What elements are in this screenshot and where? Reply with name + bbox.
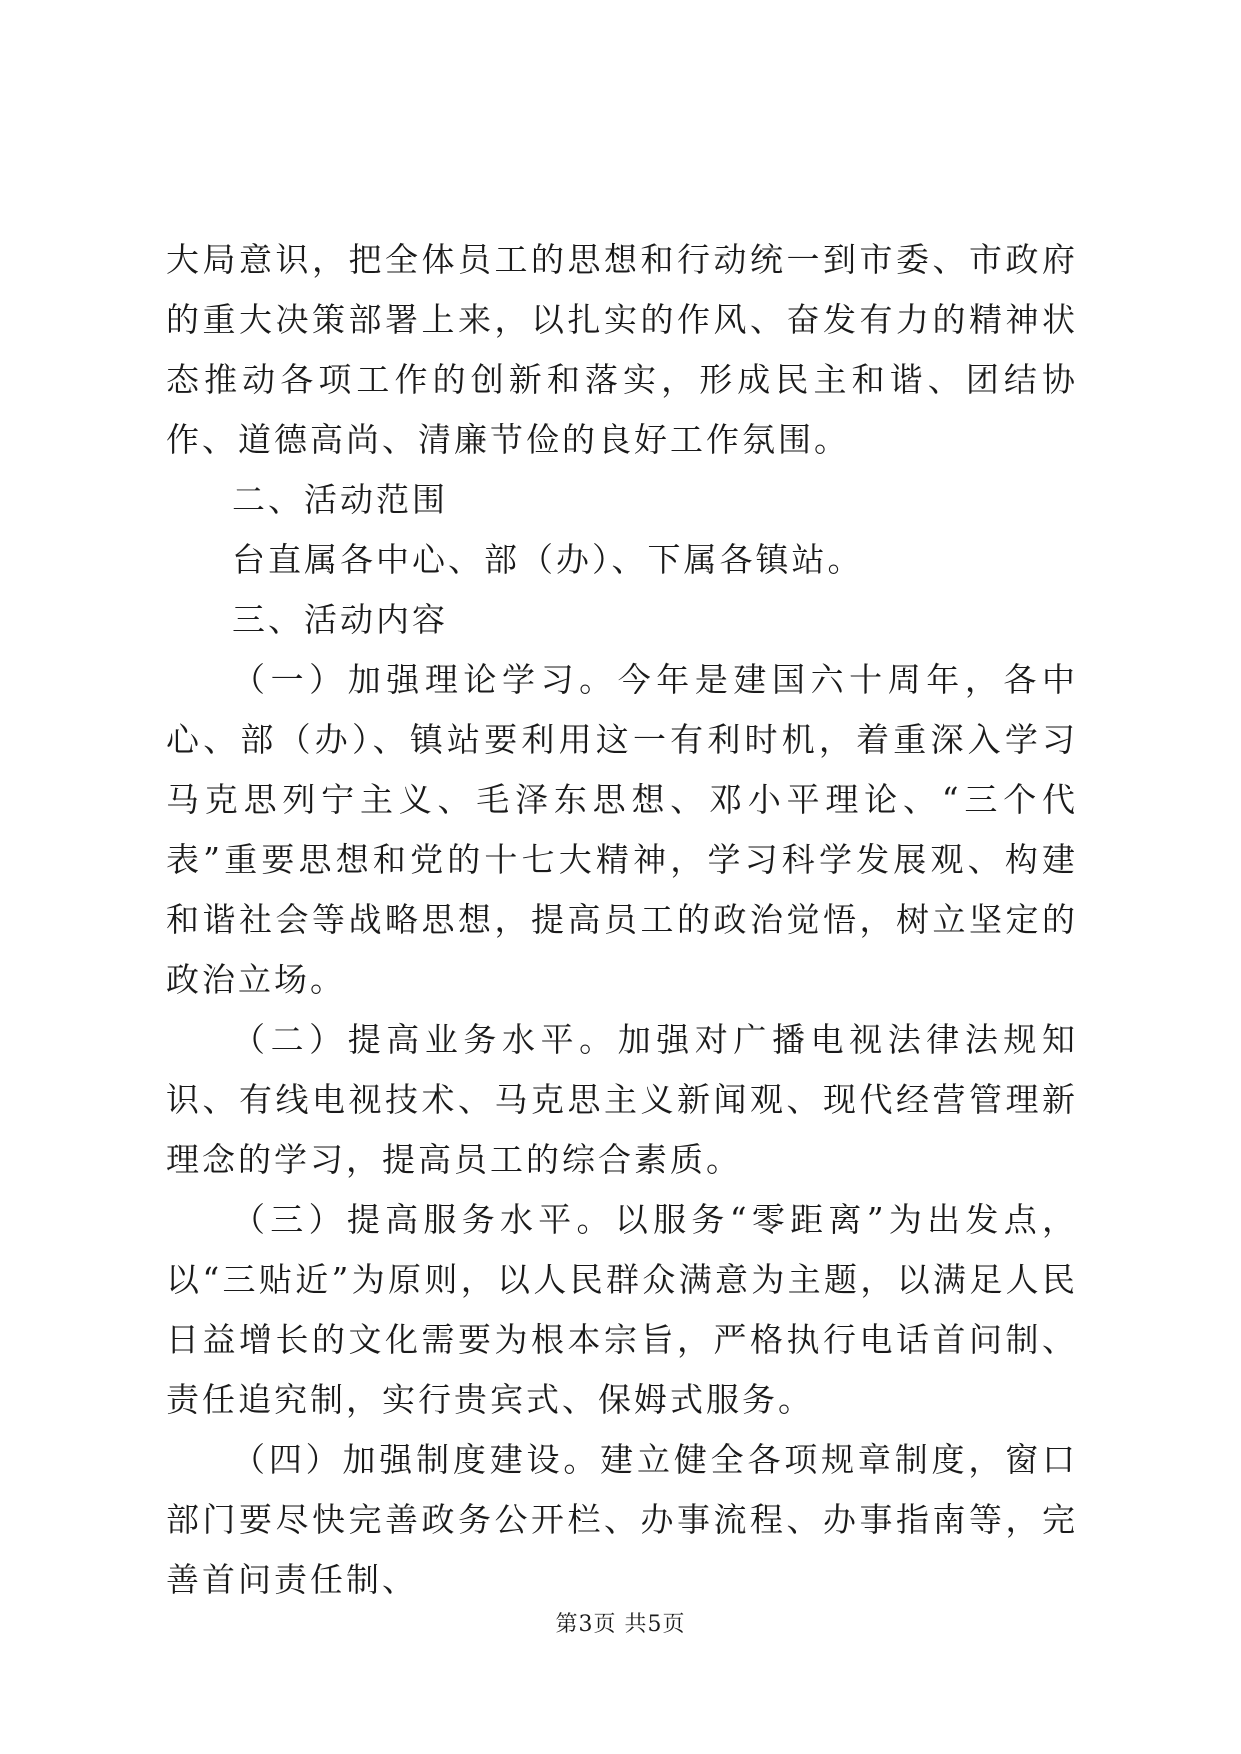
section-heading-scope: 二、活动范围 — [232, 480, 448, 519]
paragraph-scope: 台直属各中心、部（办）、下属各镇站。 — [232, 540, 864, 579]
document-body — [166, 230, 1078, 1610]
paragraph-service-level: （三）提高服务水平。以服务“零距离”为出发点，以“三贴近”为原则，以人民群众满意为主题，以满足人民日益增长的文化需要为根本宗旨，严格执行电话首问制、责任追究制，实行贵宾式、保姆式服务。 — [166, 1200, 1078, 1419]
paragraph-continuation: 大局意识，把全体员工的思想和行动统一到市委、市政府的重大决策部署上来，以扎实的作风、奋发有力的精神状态推动各项工作的创新和落实，形成民主和谐、团结协作、道德高尚、清廉节俭的良好工作氛围。 — [166, 240, 1078, 459]
paragraph-system-building: （四）加强制度建设。建立健全各项规章制度，窗口部门要尽快完善政务公开栏、办事流程、办事指南等，完善首问责任制、 — [166, 1440, 1078, 1599]
section-heading-content: 三、活动内容 — [232, 600, 448, 639]
page-footer — [0, 1610, 1241, 1640]
page-number-label: 第3页 共5页 — [555, 1612, 686, 1637]
paragraph-business-level: （二）提高业务水平。加强对广播电视法律法规知识、有线电视技术、马克思主义新闻观、现代经营管理新理念的学习，提高员工的综合素质。 — [166, 1020, 1078, 1179]
paragraph-theory-study: （一）加强理论学习。今年是建国六十周年，各中心、部（办）、镇站要利用这一有利时机，着重深入学习马克思列宁主义、毛泽东思想、邓小平理论、“三个代表”重要思想和党的十七大精神，学习科学发展观、构建和谐社会等战略思想，提高员工的政治觉悟，树立坚定的政治立场。 — [166, 660, 1078, 999]
